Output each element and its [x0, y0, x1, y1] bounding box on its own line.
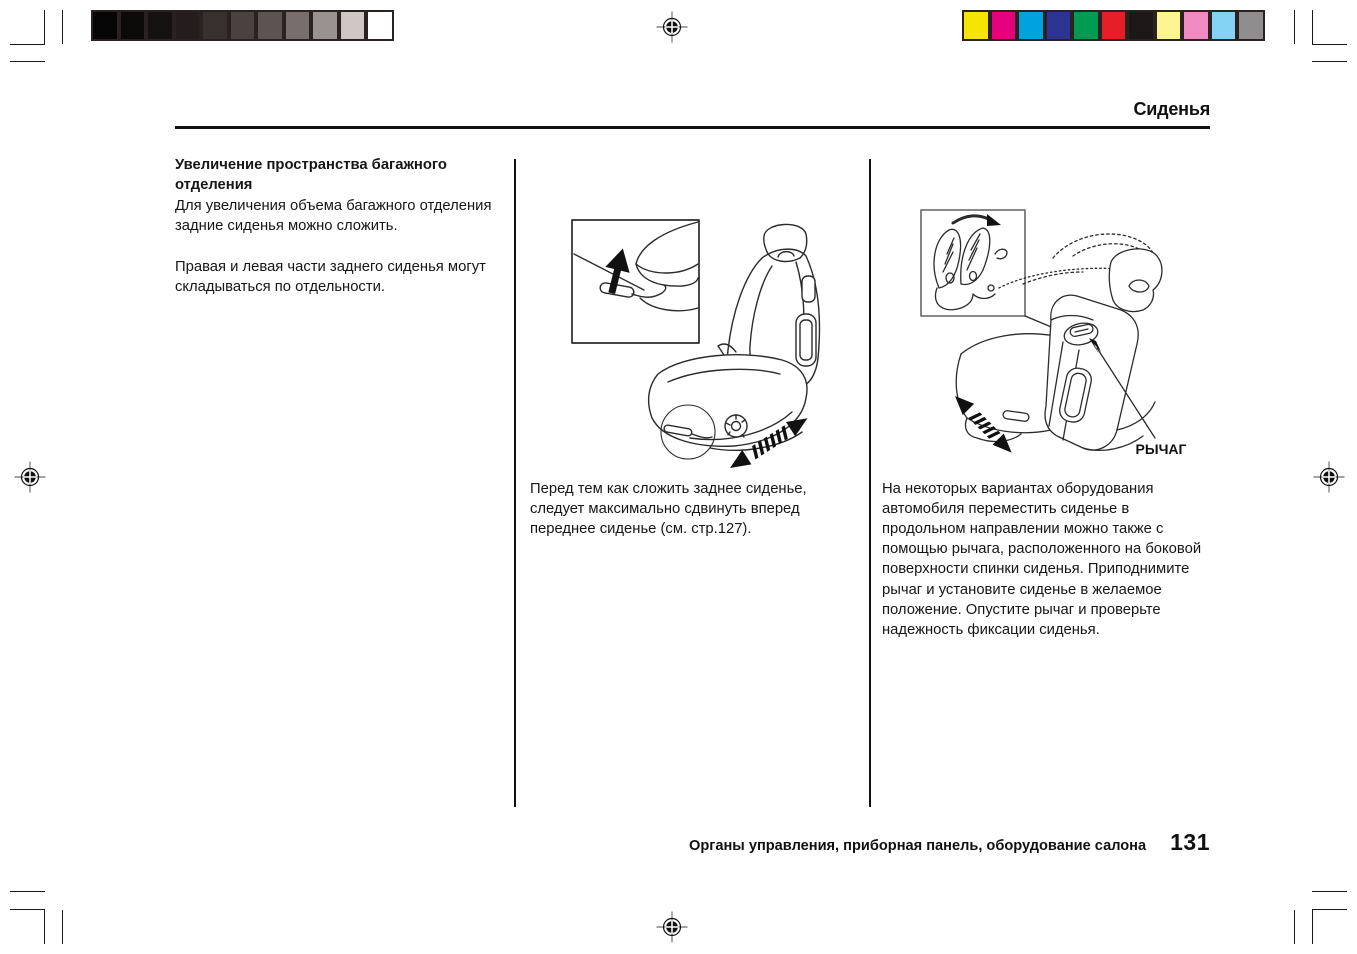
color-swatch	[1100, 10, 1128, 41]
grayscale-swatch	[284, 10, 312, 41]
left-column	[175, 156, 509, 297]
color-swatch	[1045, 10, 1073, 41]
section-heading: Увеличение пространства багажного отделения	[175, 157, 447, 193]
inset-box	[572, 220, 699, 343]
color-swatch	[1155, 10, 1183, 41]
registration-mark-icon	[14, 461, 46, 493]
right-caption: На некоторых вариантах оборудования автомобиля переместить сиденье в продольном направлении можно также с помощью рычага, расположенного на боковой поверхности спинки сиденья. Приподнимите рычаг и установите сиденье в желаемое положение. Опустите рычаг и проверьте надежность фиксации сиденья.	[882, 481, 1202, 638]
grayscale-swatch	[311, 10, 339, 41]
color-swatch	[962, 10, 990, 41]
footer-text: Органы управления, приборная панель, оборудование салона	[689, 838, 1147, 854]
grayscale-swatch	[201, 10, 229, 41]
grayscale-swatch	[91, 10, 119, 41]
seat-slide-illustration	[540, 192, 855, 482]
page-footer	[689, 829, 1210, 856]
grayscale-calibration-bar	[91, 10, 394, 41]
color-swatch	[990, 10, 1018, 41]
color-swatch	[1237, 10, 1265, 41]
middle-caption: Перед тем как сложить заднее сиденье, следует максимально сдвинуть вперед переднее сиденье (см. стр.127).	[530, 481, 807, 538]
lever-label: РЫЧАГ	[1135, 441, 1187, 457]
registration-mark-icon	[656, 11, 688, 43]
body-paragraph: Для увеличения объема багажного отделения задние сиденья можно сложить.	[175, 198, 492, 235]
slide-double-arrow-icon	[949, 390, 1017, 458]
grayscale-swatch	[366, 10, 394, 41]
color-swatch	[1072, 10, 1100, 41]
header-rule	[175, 126, 1210, 129]
page-number: 131	[1170, 829, 1210, 855]
color-swatch	[1182, 10, 1210, 41]
color-swatch	[1017, 10, 1045, 41]
body-paragraph: Правая и левая части заднего сиденья могут складываться по отдельности.	[175, 258, 486, 295]
color-swatch	[1127, 10, 1155, 41]
color-swatch	[1210, 10, 1238, 41]
grayscale-swatch	[146, 10, 174, 41]
grayscale-swatch	[256, 10, 284, 41]
section-body	[175, 196, 509, 296]
column-divider	[869, 159, 871, 807]
grayscale-swatch	[174, 10, 202, 41]
page-title: Сиденья	[1133, 99, 1210, 119]
column-divider	[514, 159, 516, 807]
seat-lever-illustration	[903, 192, 1215, 475]
grayscale-swatch	[339, 10, 367, 41]
registration-mark-icon	[656, 911, 688, 943]
grayscale-swatch	[119, 10, 147, 41]
grayscale-swatch	[229, 10, 257, 41]
registration-mark-icon	[1313, 461, 1345, 493]
color-calibration-bar	[962, 10, 1265, 41]
